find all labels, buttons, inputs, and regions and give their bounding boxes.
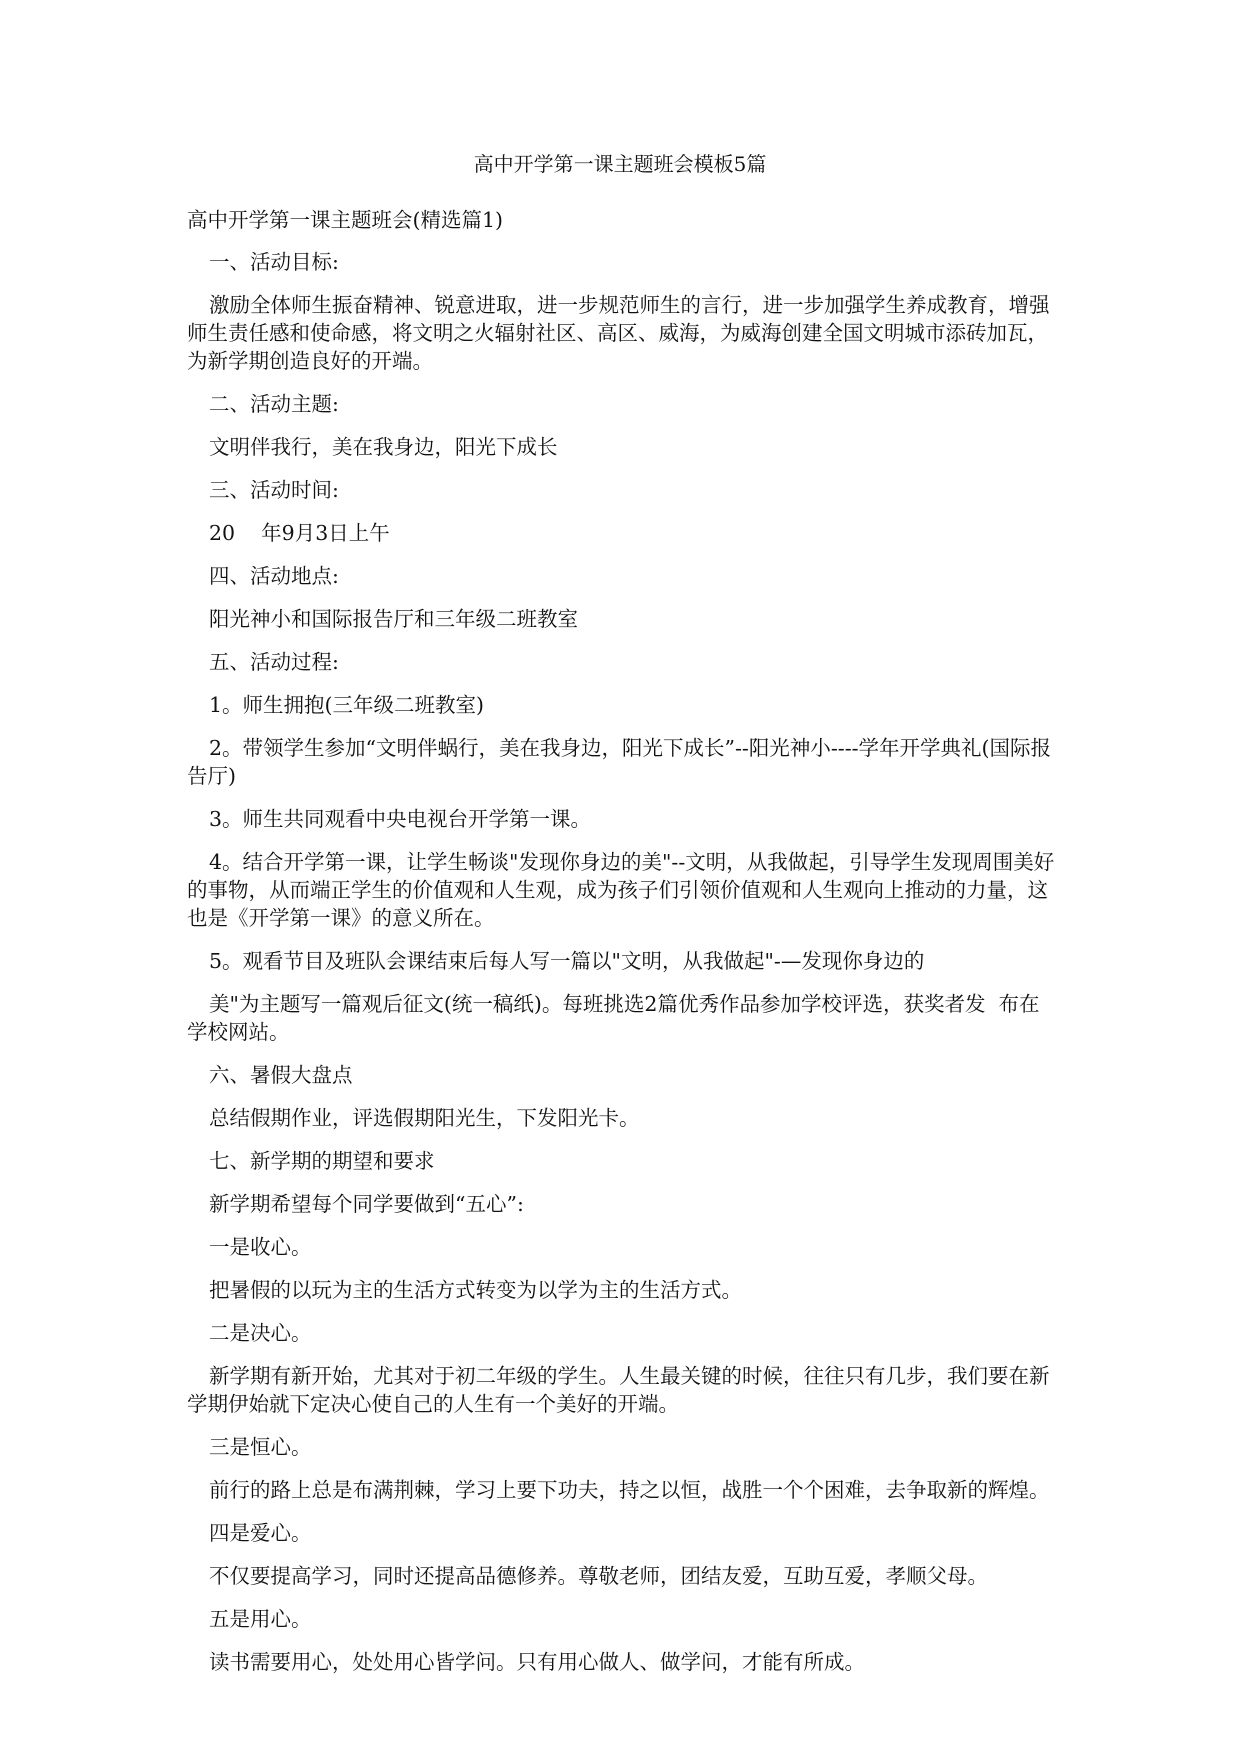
process-step-3: 3。师生共同观看中央电视台开学第一课。 [209, 807, 592, 831]
heading-new-term-expectations: 七、新学期的期望和要求 [209, 1149, 435, 1173]
paragraph-summer-review: 总结假期作业，评选假期阳光生，下发阳光卡。 [209, 1106, 640, 1130]
heading-activity-time: 三、活动时间: [209, 478, 339, 502]
process-step-5-continued: 美"为主题写一篇观后征文(统一稿纸)。每班挑选2篇优秀作品参加学校评选，获奖者发 布在学校网站。 [187, 992, 1040, 1044]
heart-4-heading: 四是爱心。 [209, 1521, 312, 1545]
process-step-5: 5。观看节目及班队会课结束后每人写一篇以"文明，从我做起"-—发现你身边的 [209, 949, 925, 973]
heart-1-text: 把暑假的以玩为主的生活方式转变为以学为主的生活方式。 [209, 1278, 742, 1302]
heart-1-heading: 一是收心。 [209, 1235, 312, 1259]
document-title: 高中开学第一课主题班会模板5篇 [473, 152, 767, 176]
process-step-4: 4。结合开学第一课，让学生畅谈"发现你身边的美"--文明，从我做起，引导学生发现周围美好的事物，从而端正学生的价值观和人生观，成为孩子们引领价值观和人生观向上推动的力量，这也是《开学第一课》的意义所在。 [187, 850, 1055, 930]
heart-3-text: 前行的路上总是布满荆棘，学习上要下功夫，持之以恒，战胜一个个困难，去争取新的辉煌。 [209, 1478, 1050, 1502]
heading-activity-goal: 一、活动目标: [209, 250, 339, 274]
heart-5-text: 读书需要用心，处处用心皆学问。只有用心做人、做学问，才能有所成。 [209, 1650, 865, 1674]
heading-activity-location: 四、活动地点: [209, 564, 339, 588]
process-step-2: 2。带领学生参加“文明伴蜗行，美在我身边，阳光下成长”--阳光神小----学年开学典礼(国际报告厅) [187, 736, 1052, 788]
heading-summer-review: 六、暑假大盘点 [209, 1063, 353, 1087]
document-body [187, 206, 1057, 1691]
heart-5-heading: 五是用心。 [209, 1607, 312, 1631]
heading-activity-process: 五、活动过程: [209, 650, 339, 674]
heart-2-heading: 二是决心。 [209, 1321, 312, 1345]
heart-3-heading: 三是恒心。 [209, 1435, 312, 1459]
section-title: 高中开学第一课主题班会(精选篇1) [187, 208, 504, 232]
process-step-1: 1。师生拥抱(三年级二班教室) [209, 693, 485, 717]
paragraph-activity-goal: 激励全体师生振奋精神、锐意进取，进一步规范师生的言行，进一步加强学生养成教育，增强师生责任感和使命感，将文明之火辐射社区、高区、威海，为威海创建全国文明城市添砖加瓦，为新学期创造良好的开端。 [187, 293, 1050, 373]
paragraph-activity-theme: 文明伴我行，美在我身边，阳光下成长 [209, 435, 558, 459]
heading-activity-theme: 二、活动主题: [209, 392, 339, 416]
paragraph-activity-location: 阳光神小和国际报告厅和三年级二班教室 [209, 607, 578, 631]
paragraph-activity-time: 20 年9月3日上午 [209, 521, 390, 545]
heart-2-text: 新学期有新开始，尤其对于初二年级的学生。人生最关键的时候，往往只有几步，我们要在新学期伊始就下定决心使自己的人生有一个美好的开端。 [187, 1364, 1050, 1416]
heart-4-text: 不仅要提高学习，同时还提高品德修养。尊敬老师，团结友爱，互助互爱，孝顺父母。 [209, 1564, 988, 1588]
paragraph-five-hearts: 新学期希望每个同学要做到“五心”: [209, 1192, 524, 1216]
